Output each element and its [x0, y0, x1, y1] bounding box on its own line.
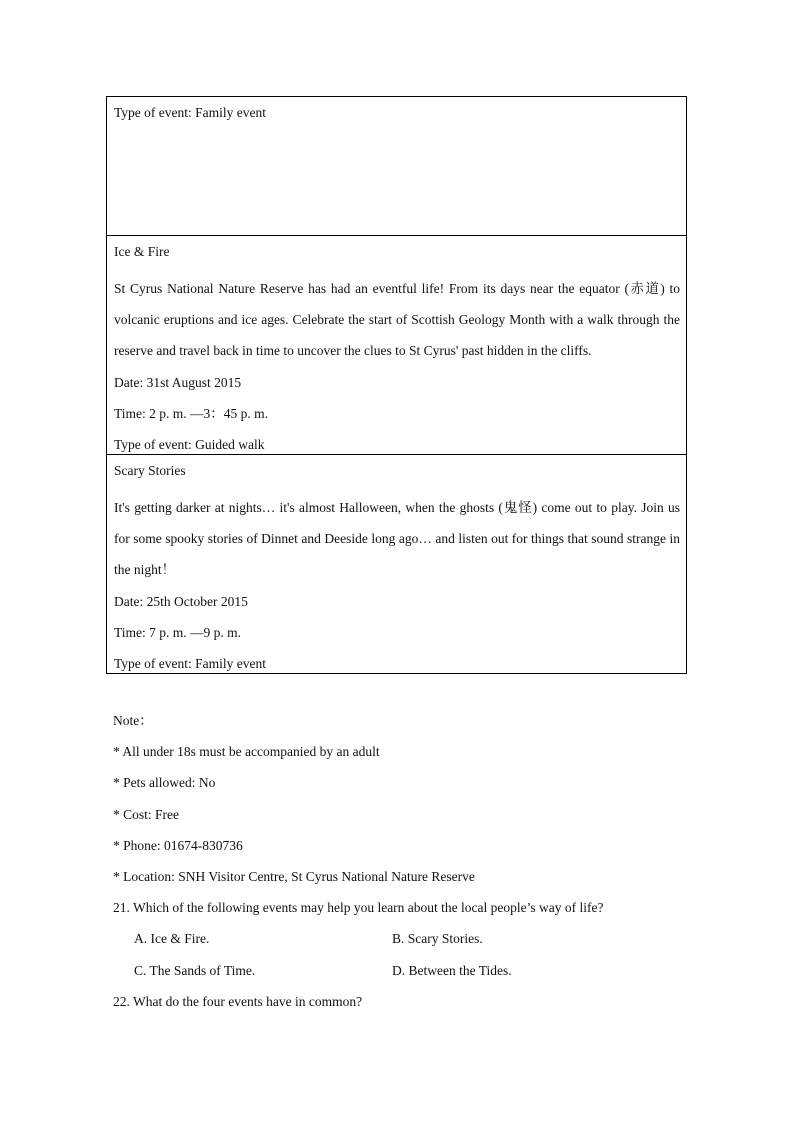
event-time: Time: 2 p. m. —3：45 p. m. — [114, 405, 269, 421]
event-cell-ice-fire — [107, 235, 686, 454]
options-row — [113, 955, 693, 986]
option-c: C. The Sands of Time. — [134, 962, 256, 978]
question-21: 21. Which of the following events may help you learn about the local people’s way of life? — [113, 900, 604, 916]
note-item: * Phone: 01674-830736 — [113, 837, 243, 853]
event-date: Date: 25th October 2015 — [114, 593, 248, 609]
options-row — [113, 923, 693, 954]
note-item: * Location: SNH Visitor Centre, St Cyrus National Nature Reserve — [113, 869, 475, 885]
event-type: Type of event: Family event — [114, 656, 267, 672]
notes-section — [113, 705, 693, 1017]
event-description: St Cyrus National Nature Reserve has had an eventful life! From its days near the equator (赤道) to volcanic eruptions and ice ages. Celebrate the start of Scottish Geology Month with a walk through the reserve and travel back in time to uncover the clues to St Cyrus' past hidden in the cliffs. — [114, 281, 680, 359]
option-b: B. Scary Stories. — [392, 931, 483, 947]
event-title: Ice & Fire — [114, 244, 170, 259]
event-description: It's getting darker at nights… it's almost Halloween, when the ghosts (鬼怪) come out to play. Join us for some spooky stories of Dinnet and Deeside long ago… and listen out for things that sound strange in the night！ — [114, 500, 680, 578]
event-type: Type of event: Guided walk — [114, 437, 265, 453]
option-d: D. Between the Tides. — [392, 962, 512, 978]
event-cell-scary-stories — [107, 454, 686, 673]
question-22: 22. What do the four events have in common? — [113, 993, 363, 1009]
note-item: * Cost: Free — [113, 806, 179, 822]
event-time: Time: 7 p. m. —9 p. m. — [114, 624, 242, 640]
event-title: Scary Stories — [114, 463, 186, 478]
event-type: Type of event: Family event — [114, 105, 267, 120]
event-cell-family — [107, 97, 686, 235]
option-a: A. Ice & Fire. — [134, 931, 210, 947]
event-date: Date: 31st August 2015 — [114, 374, 242, 390]
events-table — [106, 96, 687, 674]
notes-heading: Note： — [113, 713, 153, 728]
note-item: * All under 18s must be accompanied by an adult — [113, 744, 380, 760]
note-item: * Pets allowed: No — [113, 775, 216, 791]
